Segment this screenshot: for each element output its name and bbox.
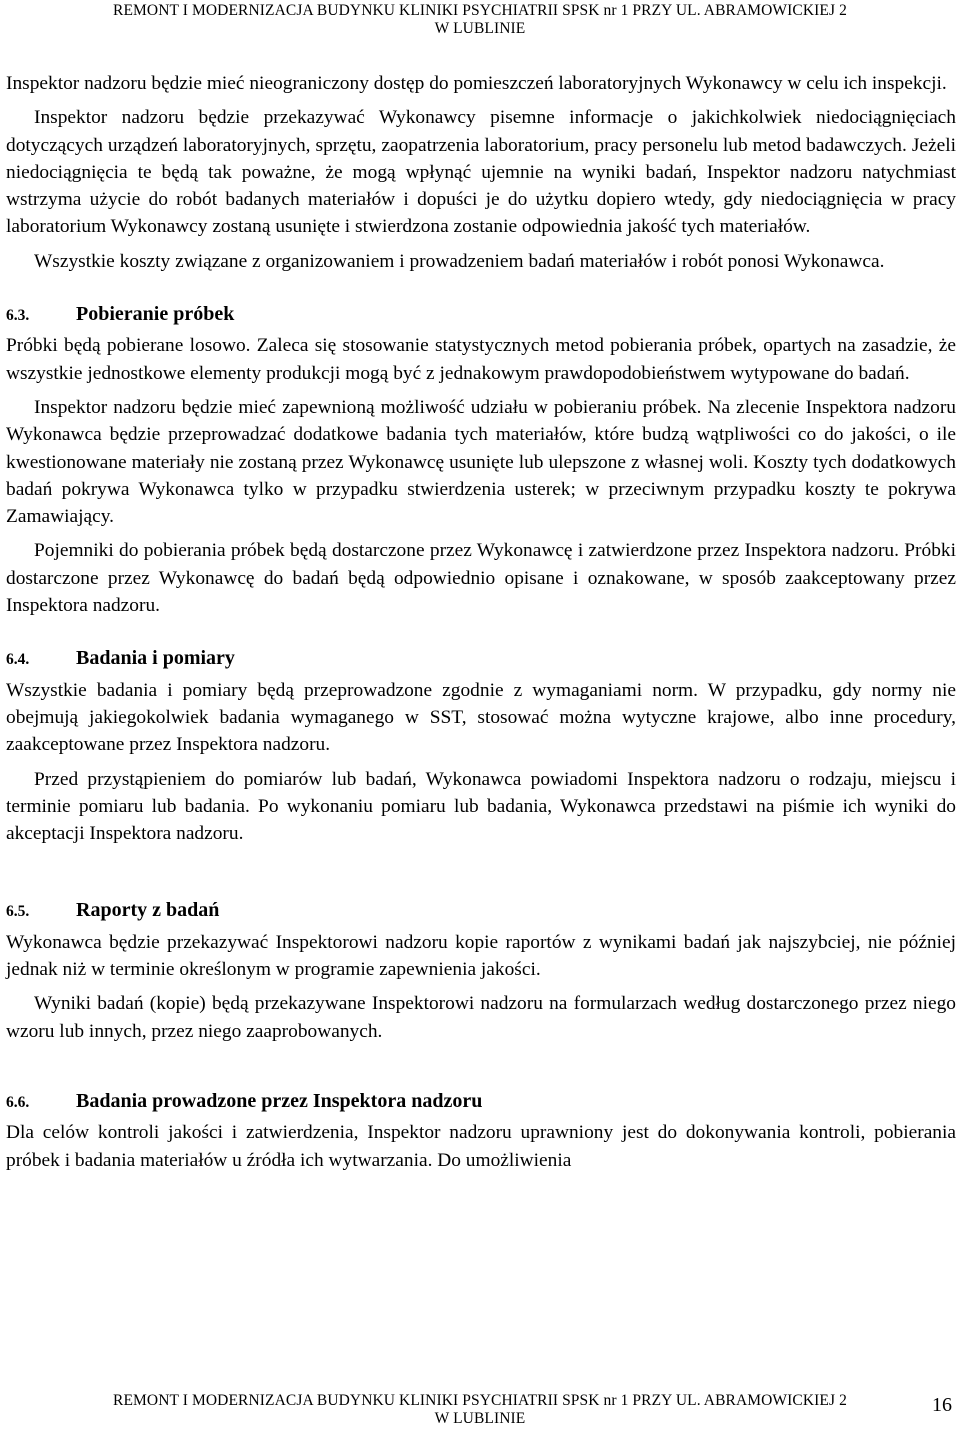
paragraph: Dla celów kontroli jakości i zatwierdzenia, Inspektor nadzoru uprawniony jest do dokonywania kontroli, pobierania próbek i badania materiałów u źródła ich wytwarzania. Do umożliwienia xyxy=(6,1122,956,1171)
section-title: Pobieranie próbek xyxy=(76,303,235,326)
header-line-1: REMONT I MODERNIZACJA BUDYNKU KLINIKI PSYCHIATRII SPSK nr 1 PRZY UL. ABRAMOWICKIEJ 2 xyxy=(113,2,847,19)
page-footer xyxy=(0,1392,960,1428)
paragraph: Wykonawca będzie przekazywać Inspektorowi nadzoru kopie raportów z wynikami badań jak najszybciej, nie później jednak niż w terminie określonym w programie zapewnienia jakości. xyxy=(6,931,956,981)
section-heading-6-5 xyxy=(6,897,956,925)
header-line-2: W LUBLINIE xyxy=(434,20,526,37)
intro-paragraph-1: Inspektor nadzoru będzie mieć nieograniczony dostęp do pomieszczeń laboratoryjnych Wykonawcy w celu ich inspekcji. xyxy=(6,73,947,94)
paragraph: Wyniki badań (kopie) będą przekazywane Inspektorowi nadzoru na formularzach według dostarczonego przez niego wzoru lub innych, przez niego zaaprobowanych. xyxy=(6,993,956,1042)
section-heading-6-6 xyxy=(6,1088,956,1116)
section-heading-6-3 xyxy=(6,301,956,329)
section-number: 6.4. xyxy=(6,651,30,669)
paragraph: Przed przystąpieniem do pomiarów lub badań, Wykonawca powiadomi Inspektora nadzoru o rodzaju, miejscu i terminie pomiaru lub badania. Po wykonaniu pomiaru lub badania, Wykonawca przedstawi na piśmie ich wyniki do akceptacji Inspektora nadzoru. xyxy=(6,768,956,845)
document-body xyxy=(6,70,956,1181)
intro-paragraph-2: Inspektor nadzoru będzie przekazywać Wykonawcy pisemne informacje o jakichkolwiek niedociągnięciach dotyczących urządzeń laboratoryjnych, sprzętu, zaopatrzenia laboratorium, pracy personelu lub metod badawczych. Jeżeli niedociągnięcia te będą tak poważne, że mogą wpłynąć ujemnie na wyniki badań, Inspektor nadzoru natychmiast wstrzyma użycie do robót badanych materiałów i dopuści je do użytku dopiero wtedy, gdy niedociągnięcia w pracy laboratorium Wykonawcy zostaną usunięte i stwierdzona zostanie odpowiednia jakość tych materiałów. xyxy=(6,107,956,238)
section-number: 6.6. xyxy=(6,1093,30,1111)
section-title: Raporty z badań xyxy=(76,899,220,922)
footer-line-1: REMONT I MODERNIZACJA BUDYNKU KLINIKI PSYCHIATRII SPSK nr 1 PRZY UL. ABRAMOWICKIEJ 2 xyxy=(113,1392,847,1409)
section-heading-6-4 xyxy=(6,645,956,673)
section-title: Badania prowadzone przez Inspektora nadzoru xyxy=(76,1089,483,1112)
section-number: 6.5. xyxy=(6,903,30,921)
paragraph: Pojemniki do pobierania próbek będą dostarczone przez Wykonawcę i zatwierdzone przez Inspektora nadzoru. Próbki dostarczone przez Wykonawcę do badań będą odpowiednio opisane i oznakowane, w sposób zaakceptowany przez Inspektora nadzoru. xyxy=(6,540,956,617)
page-number: 16 xyxy=(932,1394,952,1416)
page-header xyxy=(0,2,960,38)
section-title: Badania i pomiary xyxy=(76,647,235,670)
paragraph: Inspektor nadzoru będzie mieć zapewnioną możliwość udziału w pobieraniu próbek. Na zlecenie Inspektora nadzoru Wykonawca będzie przeprowadzać dodatkowe badania tych materiałów, które budzą wątpliwości co do jakości, o ile kwestionowane materiały nie zostaną przez Wykonawcę usunięte lub ulepszone z własnej woli. Koszty tych dodatkowych badań pokrywa Wykonawca tylko w przypadku stwierdzenia usterek; w przeciwnym przypadku koszty te pokrywa Zamawiający. xyxy=(6,396,956,528)
section-number: 6.3. xyxy=(6,307,30,325)
paragraph: Wszystkie badania i pomiary będą przeprowadzone zgodnie z wymaganiami norm. W przypadku, gdy normy nie obejmują jakiegokolwiek badania wymaganego w SST, stosować można wytyczne krajowe, albo inne procedury, zaakceptowane przez Inspektora nadzoru. xyxy=(6,679,956,756)
footer-line-2: W LUBLINIE xyxy=(434,1410,526,1427)
paragraph: Próbki będą pobierane losowo. Zaleca się stosowanie statystycznych metod pobierania próbek, opartych na zasadzie, że wszystkie jednostkowe elementy produkcji mogą być z jednakowym prawdopodobieństwem wytypowane do badań. xyxy=(6,335,956,384)
intro-paragraph-3: Wszystkie koszty związane z organizowaniem i prowadzeniem badań materiałów i robót ponosi Wykonawca. xyxy=(34,250,885,272)
